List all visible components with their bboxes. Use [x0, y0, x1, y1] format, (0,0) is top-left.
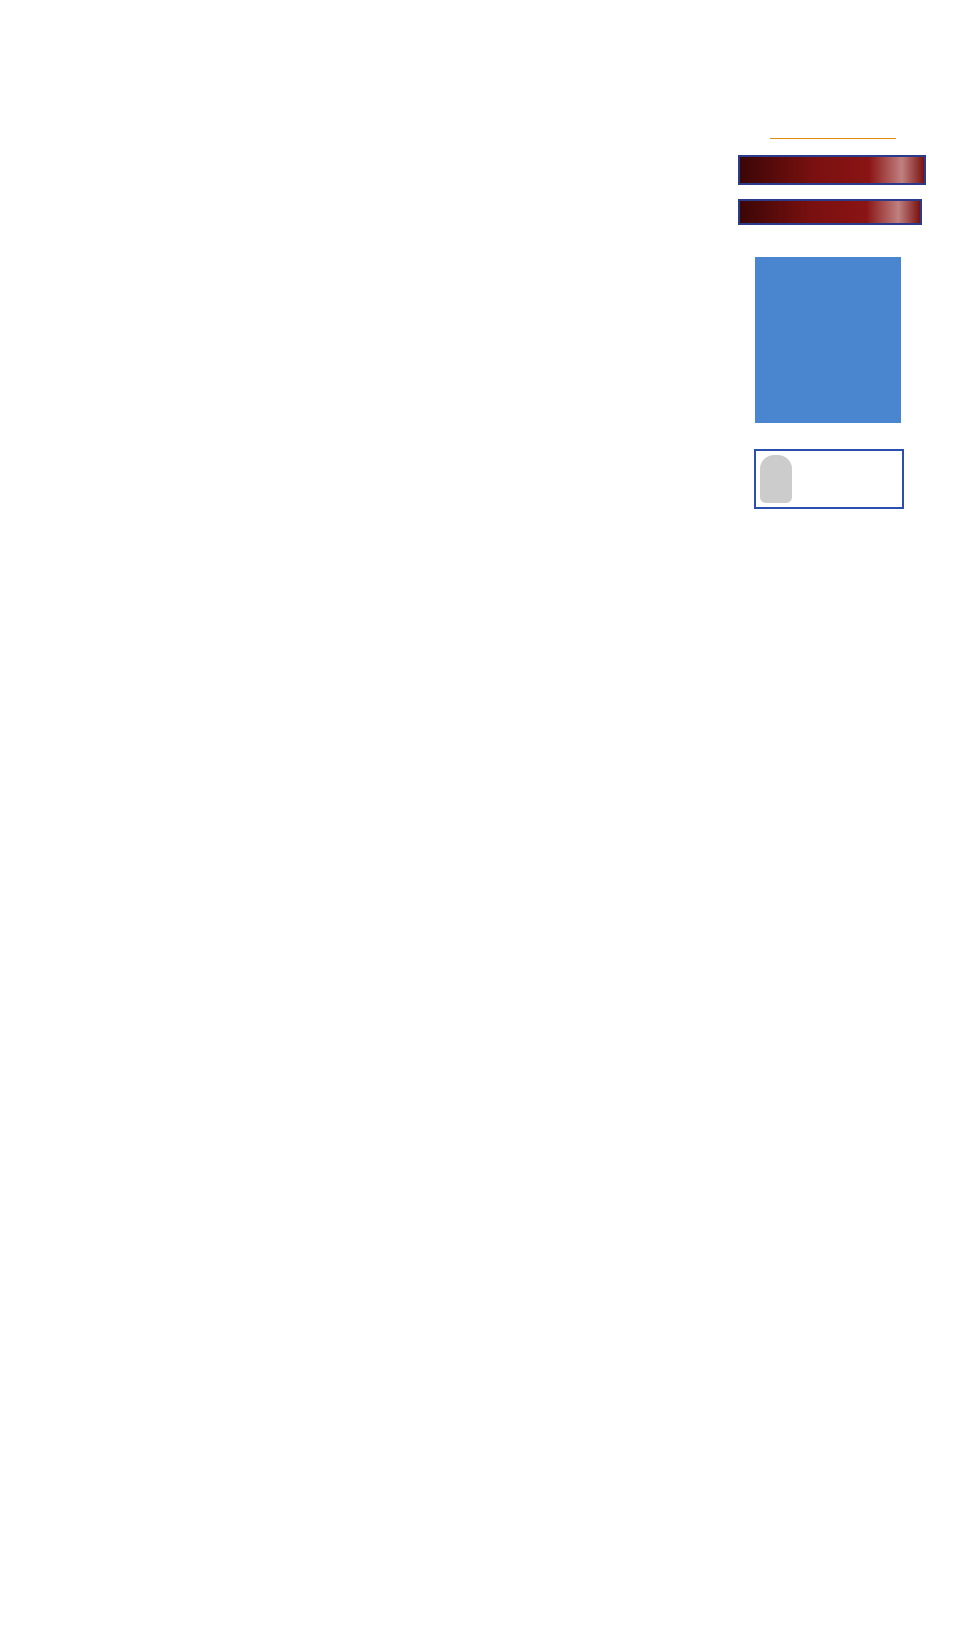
ad-placeholder[interactable] [755, 257, 901, 423]
fidelio-logo[interactable] [738, 100, 918, 136]
aforizmak-banner [738, 199, 922, 225]
right-sidebar [738, 100, 938, 509]
fidelio-divider [770, 138, 896, 139]
main-content [281, 100, 701, 117]
anekdotak-banner [738, 155, 926, 185]
print-header [0, 0, 960, 24]
fidelio-widget[interactable] [738, 100, 918, 139]
owl-icon [760, 455, 792, 503]
newsagent-banner[interactable] [754, 449, 904, 509]
print-footer [0, 1627, 960, 1651]
